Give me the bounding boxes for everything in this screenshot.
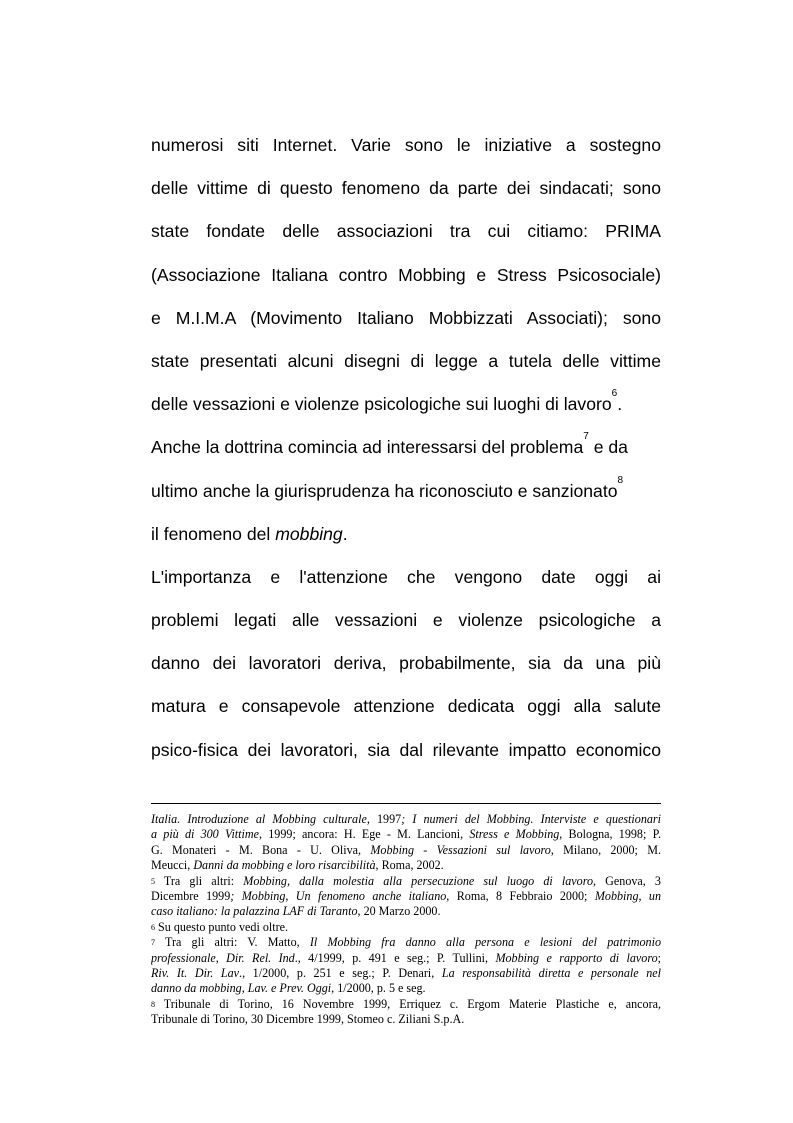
- footnote-line: [151, 843, 661, 858]
- text-run: Danni da mobbing e loro risarcibilità: [193, 858, 376, 873]
- text-run: Riv. It. Dir. Lav: [151, 965, 240, 980]
- text-run: ,: [241, 981, 248, 996]
- text-run: ., 1/2000, p. 251 e seg.; P. Denari,: [239, 965, 442, 980]
- text-run: , 1/2000, p. 5 e seg.: [331, 981, 426, 996]
- text-run: Lav. e Prev. Oggi: [247, 981, 332, 996]
- text-run: , Roma, 2002.: [375, 858, 444, 873]
- paragraph-line: psico-fisica dei lavoratori, sia dal rilevante impatto economico: [151, 739, 661, 760]
- footnote-line: [151, 858, 661, 873]
- paragraph-line: delle vittime di questo fenomeno da parte dei sindacati; sono: [151, 178, 661, 199]
- footnote-line: [151, 1012, 661, 1027]
- paragraph-line: numerosi siti Internet. Varie sono le iniziative a sostegno: [151, 135, 661, 155]
- footnote-ref-8: 8: [617, 474, 624, 486]
- text-run: Tra gli altri:: [155, 873, 244, 888]
- text-run: ,: [215, 950, 227, 965]
- footnote-line: [151, 827, 661, 842]
- paragraph-line: e M.I.M.A (Movimento Italiano Mobbizzati Associati); sono: [151, 307, 661, 328]
- footnote-line: [151, 951, 661, 966]
- footnote-separator: [151, 803, 661, 804]
- text-run: , Il Mobbing fra danno alla persona e lesioni del patrimonio: [296, 935, 661, 950]
- text-run: ; I numeri del Mobbing. Interviste e questionari: [401, 812, 661, 826]
- text-run: , Roma, 8 Febbraio 2000;: [446, 888, 595, 903]
- footnote-5: [151, 874, 661, 889]
- footnote-line: [151, 812, 661, 827]
- text-run: Italia. Introduzione al Mobbing culturale,: [151, 812, 370, 826]
- text-run: Tra gli altri: V. Matto: [155, 935, 297, 950]
- text-run: Dicembre 1999: [151, 888, 231, 903]
- paragraph-line: [151, 426, 661, 469]
- text-run: 1997: [369, 812, 402, 826]
- paragraph-line: [151, 470, 661, 513]
- text-run: ., 4/1999, p. 491 e seg.; P. Tullini,: [294, 950, 496, 965]
- emphasis: mobbing: [275, 523, 343, 544]
- text-run: Meucci,: [151, 858, 194, 873]
- text-run: , Genova, 3: [593, 873, 661, 888]
- text-run: Stress e Mobbing,: [469, 827, 563, 842]
- paragraph-line: matura e consapevole attenzione dedicata oggi alla salute: [151, 696, 661, 717]
- paragraph-line: state presentati alcuni disegni di legge a tutela delle vittime: [151, 350, 661, 371]
- text-run: Tribunale di Torino, 30 Dicembre 1999, Stomeo c. Ziliani S.p.A.: [151, 1012, 465, 1027]
- body-text: [151, 124, 661, 772]
- text-run: Anche la dottrina comincia ad interessarsi del problema: [151, 437, 584, 458]
- footnote-ref-6: 6: [611, 388, 618, 400]
- text-run: , Milano, 2000; M.: [550, 842, 661, 857]
- text-run: caso italiano: la palazzina LAF di Taranto: [151, 904, 358, 919]
- footnote-line: [151, 889, 661, 904]
- text-run: Bologna, 1998; P.: [562, 827, 661, 842]
- footnote-number: 8: [151, 999, 155, 1009]
- text-run: ultimo anche la giurisprudenza ha riconosciuto e sanzionato: [151, 480, 618, 501]
- text-run: delle vessazioni e violenze psicologiche sui luoghi di lavoro: [151, 394, 612, 415]
- footnote-line: [151, 966, 661, 981]
- text-run: , 20 Marzo 2000.: [357, 904, 441, 919]
- text-run: Mobbing, dalla molestia alla persecuzione sul luogo di lavoro: [243, 873, 594, 888]
- text-run: Su questo punto vedi oltre.: [155, 919, 289, 934]
- paragraph-line: (Associazione Italiana contro Mobbing e Stress Psicosociale): [151, 264, 661, 285]
- text-run: La responsabilità diretta e personale nel: [441, 965, 661, 980]
- paragraph-line: [151, 513, 661, 556]
- paragraph-line: [151, 383, 661, 426]
- footnote-6: [151, 920, 661, 935]
- paragraph-line: danno dei lavoratori deriva, probabilmente, sia da una più: [151, 653, 661, 674]
- text-run: Mobbing - Vessazioni sul lavoro: [370, 842, 551, 857]
- text-run: , 1999; ancora: H. Ege - M. Lancioni,: [259, 827, 470, 842]
- footnote-7: [151, 935, 661, 950]
- footnote-number: 5: [151, 876, 155, 886]
- text-run: G. Monateri - M. Bona - U. Oliva,: [151, 842, 371, 857]
- text-run: e da: [588, 437, 628, 458]
- text-run: .: [617, 394, 623, 415]
- text-run: professionale: [151, 950, 216, 965]
- text-run: a più di 300 Vittime: [151, 827, 259, 842]
- text-run: il fenomeno del: [151, 523, 276, 544]
- footnote-line: [151, 981, 661, 996]
- footnote-number: 7: [151, 938, 155, 948]
- paragraph-line: state fondate delle associazioni tra cui citiamo: PRIMA: [151, 221, 661, 242]
- text-run: Dir. Rel. Ind: [226, 950, 295, 965]
- footnote-8: [151, 997, 661, 1012]
- text-run: Mobbing e rapporto di lavoro: [495, 950, 658, 965]
- footnote-ref-7: 7: [583, 431, 589, 443]
- footnote-line: [151, 904, 661, 919]
- paragraph-line: L'importanza e l'attenzione che vengono date oggi ai: [151, 566, 661, 587]
- text-run: .: [342, 523, 348, 544]
- footnote-number: 6: [151, 922, 155, 932]
- text-run: Mobbing, un: [594, 888, 661, 903]
- footnotes: [151, 812, 661, 1027]
- text-run: ; Mobbing, Un fenomeno anche italiano: [230, 888, 447, 903]
- text-run: danno da mobbing: [151, 981, 242, 996]
- text-run: ;: [657, 950, 661, 965]
- text-run: Tribunale di Torino, 16 Novembre 1999, Erriquez c. Ergom Materie Plastiche e, ancora,: [155, 996, 661, 1011]
- paragraph-line: problemi legati alle vessazioni e violenze psicologiche a: [151, 610, 661, 631]
